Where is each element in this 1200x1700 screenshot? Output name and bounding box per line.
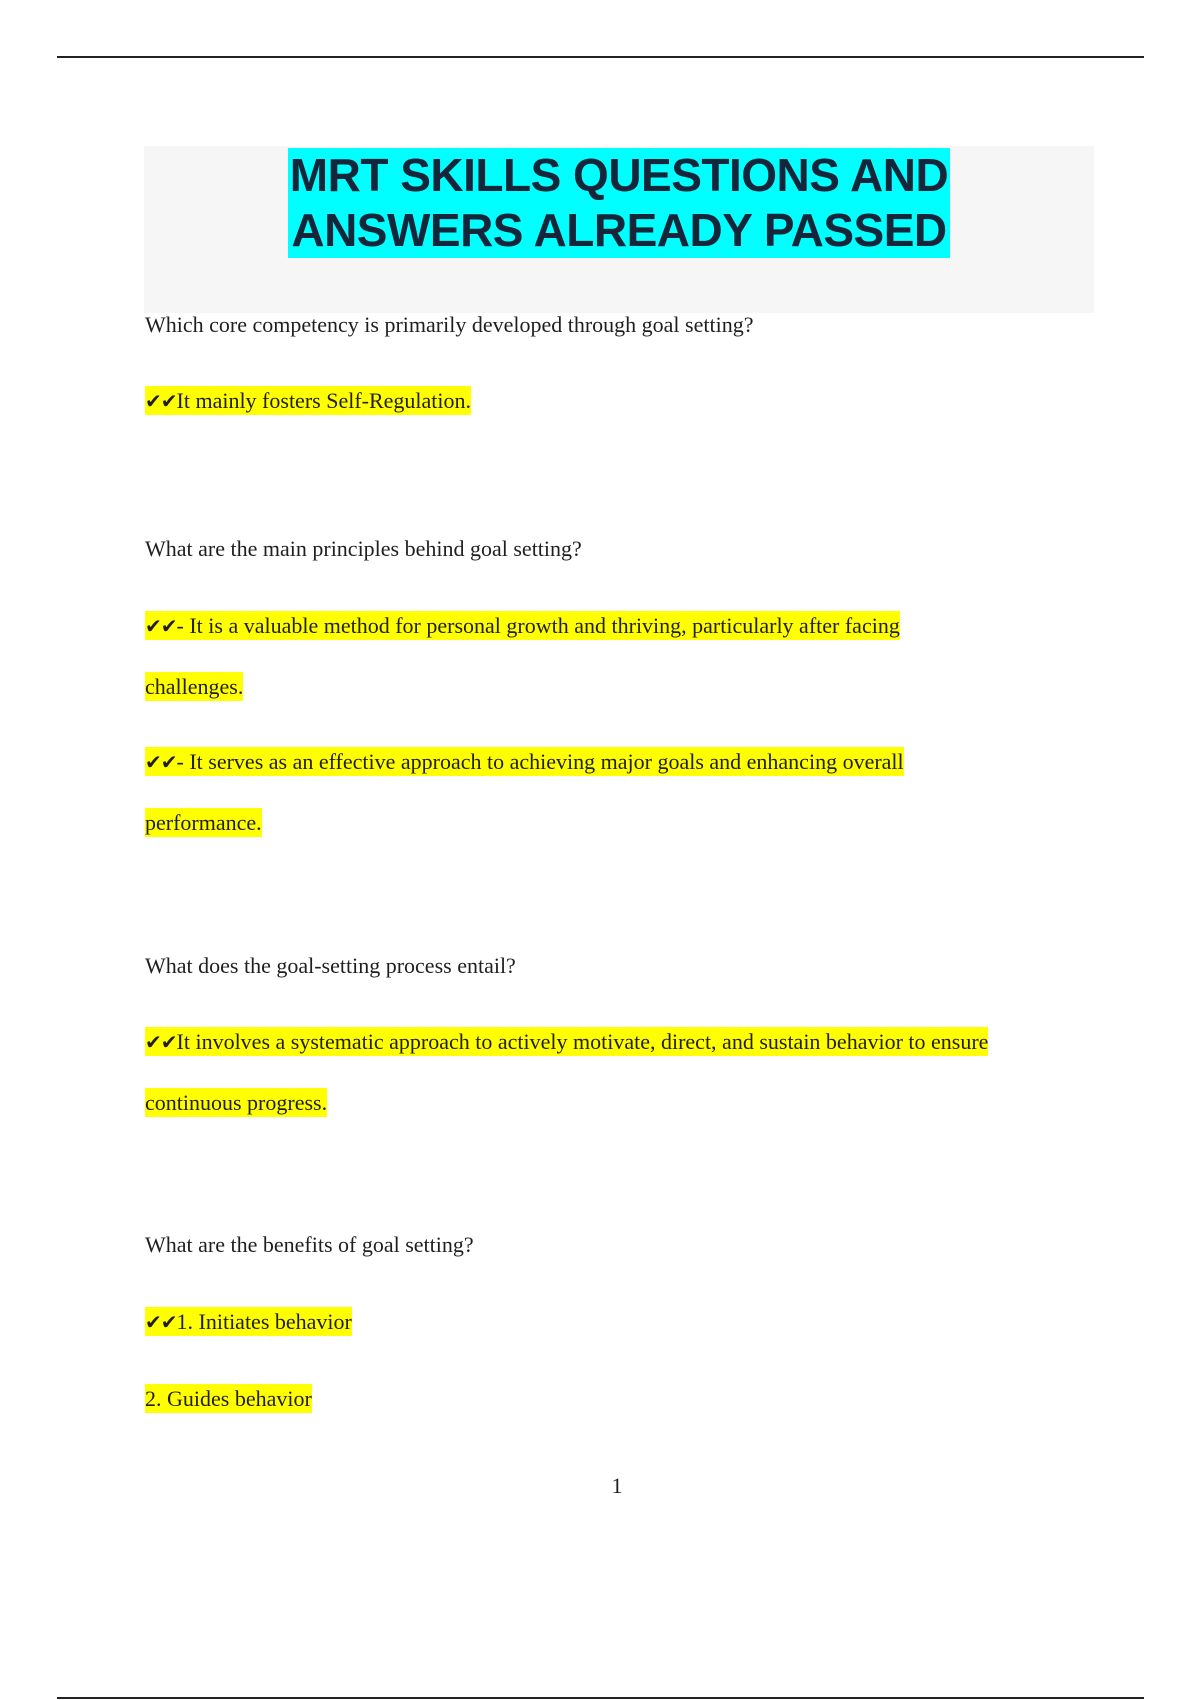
check-mark-icon: ✔✔ [145, 1310, 177, 1334]
answer-2-line-2: challenges. [145, 674, 244, 699]
header-rule [57, 56, 1144, 58]
answer-4-line-2: 2. Guides behavior [145, 1386, 312, 1411]
answer-3-line-1: It involves a systematic approach to actively motivate, direct, and sustain behavior to ensure [176, 1029, 989, 1054]
question-4: What are the benefits of goal setting? [145, 1232, 474, 1257]
answer-2a [145, 611, 900, 641]
answer-3-line-2: continuous progress. [145, 1090, 328, 1115]
page-number: 1 [611, 1473, 623, 1498]
answer-2-line-1: - It is a valuable method for personal growth and thriving, particularly after facing [176, 613, 900, 638]
answer-2b [145, 747, 904, 777]
check-mark-icon: ✔✔ [145, 389, 177, 413]
check-mark-icon: ✔✔ [145, 1030, 177, 1054]
answer-3 [145, 1027, 988, 1057]
check-mark-icon: ✔✔ [145, 750, 177, 774]
answer-2a-continuation [145, 672, 243, 702]
question-1: Which core competency is primarily developed through goal setting? [145, 312, 754, 337]
answer-2-line-4: performance. [145, 810, 262, 835]
answer-2-line-3: - It serves as an effective approach to achieving major goals and enhancing overall [176, 749, 904, 774]
footer-rule [57, 1697, 1144, 1699]
answer-4-line-2-row [145, 1384, 312, 1414]
answer-1 [145, 386, 471, 416]
answer-4-line-1: 1. Initiates behavior [176, 1309, 352, 1334]
document-title: MRT SKILLS QUESTIONS AND ANSWERS ALREADY PASSED [289, 149, 949, 256]
answer-highlight [145, 386, 471, 415]
answer-highlight [145, 611, 900, 640]
answer-2b-continuation [145, 808, 262, 838]
check-mark-icon: ✔✔ [145, 614, 177, 638]
answer-highlight [145, 747, 904, 776]
question-2: What are the main principles behind goal setting? [145, 536, 582, 561]
title-block [144, 146, 1094, 313]
answer-3-continuation [145, 1088, 327, 1118]
answer-4 [145, 1307, 352, 1337]
answer-highlight [145, 1027, 988, 1056]
question-3: What does the goal-setting process entail? [145, 953, 516, 978]
answer-1-line-1: It mainly fosters Self-Regulation. [176, 388, 472, 413]
answer-highlight [145, 1307, 352, 1336]
